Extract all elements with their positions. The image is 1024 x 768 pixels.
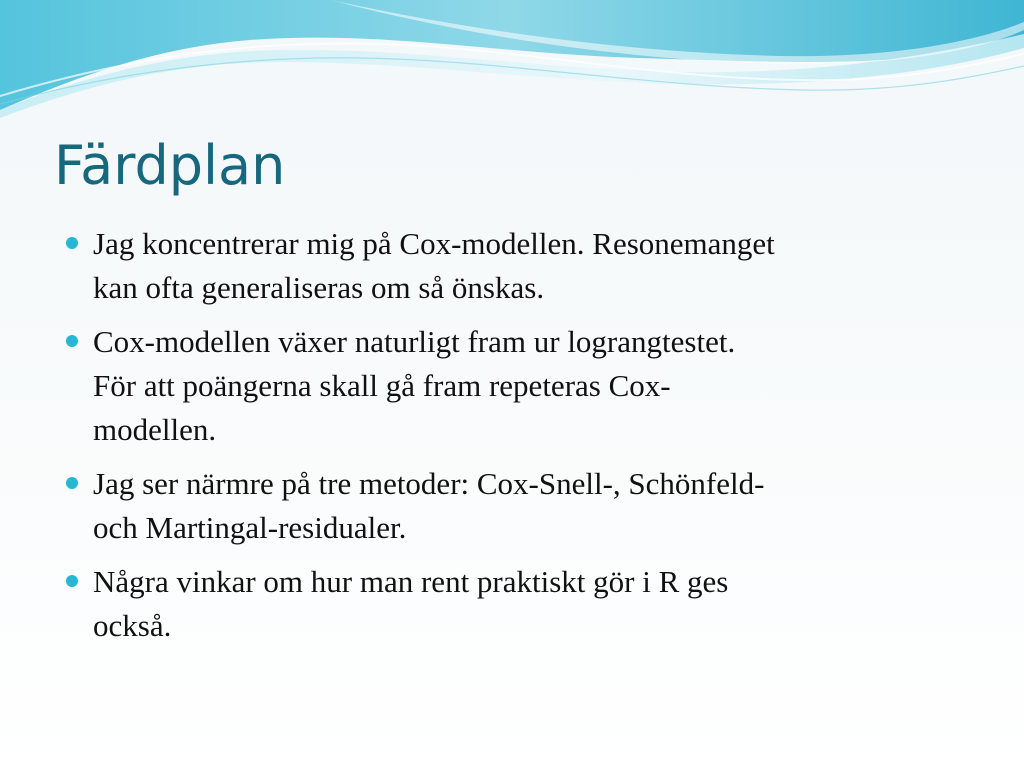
bullet-marker-icon bbox=[66, 335, 78, 347]
bullet-line: kan ofta generaliseras om så önskas. bbox=[93, 270, 545, 305]
bullet-line: modellen. bbox=[93, 412, 217, 447]
bullet-item bbox=[64, 462, 974, 550]
bullet-marker-icon bbox=[66, 477, 78, 489]
bullet-line: För att poängerna skall gå fram repeteras Cox- bbox=[93, 368, 671, 403]
bullet-list bbox=[64, 222, 974, 658]
bullet-line: Några vinkar om hur man rent praktiskt gör i R ges bbox=[93, 564, 729, 599]
bullet-line: också. bbox=[93, 608, 172, 643]
bullet-marker-icon bbox=[66, 237, 78, 249]
bullet-line: Jag koncentrerar mig på Cox-modellen. Resonemanget bbox=[93, 226, 775, 261]
bullet-item bbox=[64, 320, 974, 452]
slide-title: Färdplan bbox=[54, 134, 286, 197]
bullet-line: Cox-modellen växer naturligt fram ur lograngtestet. bbox=[93, 324, 736, 359]
bullet-item bbox=[64, 222, 974, 310]
bullet-line: och Martingal-residualer. bbox=[93, 510, 407, 545]
bullet-marker-icon bbox=[66, 575, 78, 587]
bullet-item bbox=[64, 560, 974, 648]
bullet-line: Jag ser närmre på tre metoder: Cox-Snell-, Schönfeld- bbox=[93, 466, 765, 501]
wave-decoration-icon bbox=[0, 0, 1024, 130]
